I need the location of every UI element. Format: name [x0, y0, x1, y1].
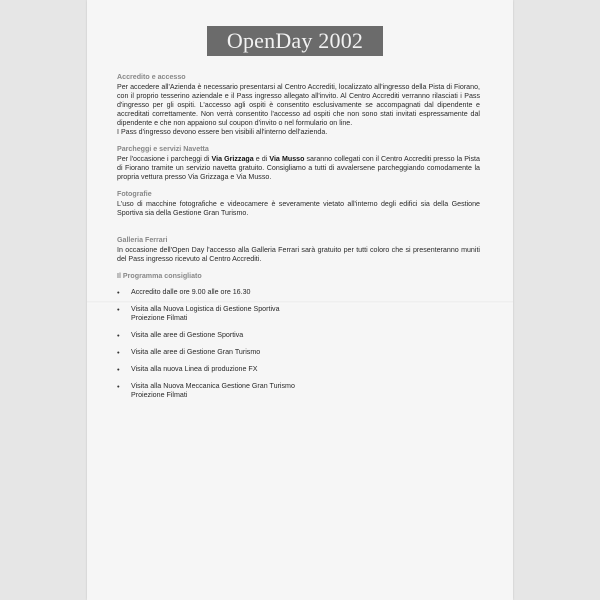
section-fotografie — [117, 190, 480, 218]
section-heading: Fotografie — [117, 190, 152, 198]
bullet-icon: • — [117, 331, 120, 340]
page-title: OpenDay 2002 — [226, 28, 364, 53]
section-paragraph — [117, 155, 480, 182]
text-run: saranno collegati con il Centro Accrediti presso la Pista di Fiorano tramite un servizio navetta gratuito. Consigliamo a tutti di avvalersene parcheggiando comodamente la propria vettura presso Via Grizzaga e Via Musso. — [117, 155, 480, 181]
list-item-text: Visita alla Nuova Meccanica Gestione Gran Turismo — [131, 382, 295, 390]
document-page — [87, 0, 513, 600]
section-galleria — [117, 236, 480, 264]
section-heading: Galleria Ferrari — [117, 236, 168, 244]
list-item — [117, 288, 480, 297]
section-heading: Accredito e accesso — [117, 73, 186, 81]
section-heading: Il Programma consigliato — [117, 272, 202, 280]
bullet-icon: • — [117, 305, 120, 314]
list-item-subtext: Proiezione Filmati — [131, 391, 188, 399]
section-programma — [117, 272, 480, 400]
list-item — [117, 348, 480, 357]
spacer — [117, 226, 480, 236]
section-paragraph: L'uso di macchine fotografiche e videocamere è severamente vietato all'interno degli edifici sia della Gestione Sportiva sia della Gestione Gran Turismo. — [117, 200, 480, 217]
list-item — [117, 365, 480, 374]
list-item-subtext: Proiezione Filmati — [131, 314, 188, 322]
list-item-text: Visita alle aree di Gestione Sportiva — [131, 331, 244, 339]
bullet-icon: • — [117, 382, 120, 391]
section-paragraph: Per accedere all'Azienda è necessario presentarsi al Centro Accrediti, localizzato all'ingresso della Pista di Fiorano, con il proprio tesserino aziendale e il Pass ingresso allegato all'invito. Al Centro Accrediti verranno rilasciati i Pass d'ingresso per gli ospiti. L'accesso agli ospiti è consentito esclusivamente se accompagnati dal dipendente e accreditati correttamente. Non verrà consentito l'accesso ad ospiti che non sono stati invitati espressamente dal dipendente e che non appaiono sul coupon d'invito o nel formulario on line. — [117, 83, 480, 127]
list-item-text: Accredito dalle ore 9.00 alle ore 16.30 — [131, 288, 251, 296]
section-heading: Parcheggi e servizi Navetta — [117, 145, 209, 153]
bold-text: Via Grizzaga — [211, 155, 254, 163]
document-body — [117, 73, 480, 408]
section-paragraph: I Pass d'ingresso devono essere ben visibili all'interno dell'azienda. — [117, 128, 328, 136]
bullet-icon: • — [117, 348, 120, 357]
list-item-text: Visita alla nuova Linea di produzione FX — [131, 365, 258, 373]
list-item — [117, 331, 480, 340]
text-run: Per l'occasione i parcheggi di — [117, 155, 212, 163]
bullet-icon: • — [117, 365, 120, 374]
list-item — [117, 305, 480, 323]
bold-text: Via Musso — [269, 155, 305, 163]
list-item-text: Visita alle aree di Gestione Gran Turismo — [131, 348, 261, 356]
section-parcheggi — [117, 145, 480, 182]
section-accredito — [117, 73, 480, 137]
program-list — [117, 288, 480, 400]
text-run: e di — [253, 155, 270, 163]
section-paragraph: In occasione dell'Open Day l'accesso alla Galleria Ferrari sarà gratuito per tutti coloro che si presenteranno muniti del Pass ingresso ricevuto al Centro Accrediti. — [117, 246, 480, 263]
list-item-text: Visita alla Nuova Logistica di Gestione Sportiva — [131, 305, 280, 313]
bullet-icon: • — [117, 288, 120, 297]
title-banner — [207, 26, 383, 56]
list-item — [117, 382, 480, 400]
